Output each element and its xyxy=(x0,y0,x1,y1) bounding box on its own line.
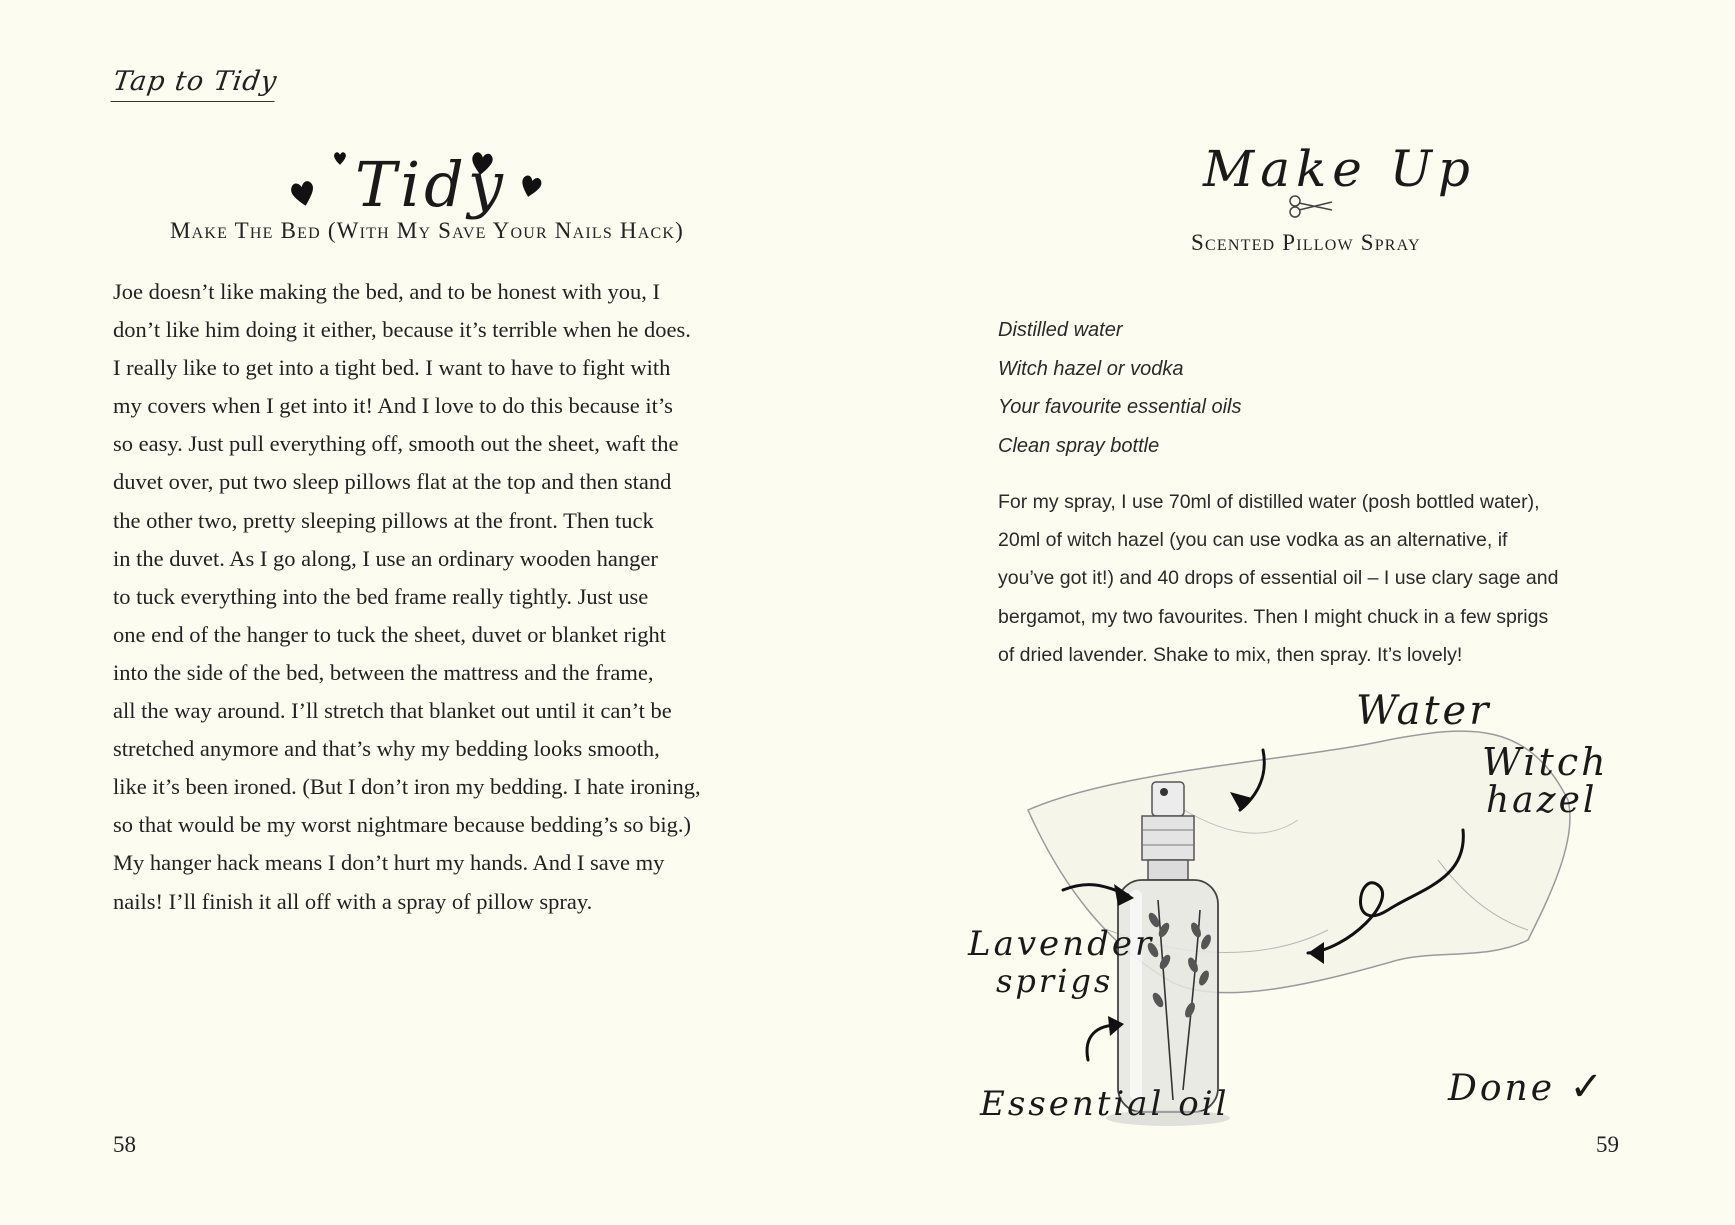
ingredient-item: Witch hazel or vodka xyxy=(998,357,1184,380)
body-line: in the duvet. As I go along, I use an ordinary wooden hanger xyxy=(113,545,658,571)
scissors-icon xyxy=(1288,193,1334,219)
checkmark-icon: ✓ xyxy=(1569,1064,1606,1110)
body-line: into the side of the bed, between the mattress and the frame, xyxy=(113,659,654,685)
done-text: Done xyxy=(1448,1068,1556,1109)
body-line: to tuck everything into the bed frame really tightly. Just use xyxy=(113,583,649,609)
label-done xyxy=(1448,1064,1606,1110)
left-page xyxy=(0,0,867,1225)
body-line: one end of the hanger to tuck the sheet, duvet or blanket right xyxy=(113,621,666,647)
body-line: all the way around. I’ll stretch that blanket out until it can’t be xyxy=(113,698,672,724)
body-line: my covers when I get into it! And I love to do this because it’s xyxy=(113,393,673,419)
ingredient-item: Clean spray bottle xyxy=(998,434,1160,457)
page-subtitle: Make The Bed (With My Save Your Nails Hack) xyxy=(170,218,684,243)
body-text xyxy=(113,273,753,921)
body-line: the other two, pretty sleeping pillows at the front. Then tuck xyxy=(113,507,654,533)
page-number: 58 xyxy=(113,1132,136,1157)
body-line: I really like to get into a tight bed. I want to have to fight with xyxy=(113,355,671,381)
heart-icon xyxy=(333,150,347,166)
method-line: you’ve got it!) and 40 drops of essential oil – I use clary sage and xyxy=(998,567,1559,590)
label-hazel: hazel xyxy=(1486,780,1598,821)
page-title: Tidy xyxy=(355,148,507,221)
body-line: My hanger hack means I don’t hurt my hands. And I save my xyxy=(113,850,665,876)
heart-icon xyxy=(518,173,544,199)
label-water: Water xyxy=(1356,688,1492,734)
ingredient-item: Distilled water xyxy=(998,319,1123,341)
body-line: don’t like him doing it either, because it’s terrible when he does. xyxy=(113,317,691,343)
page-number: 59 xyxy=(1596,1132,1619,1157)
heart-icon xyxy=(290,178,316,208)
label-sprigs: sprigs xyxy=(996,962,1114,1000)
ingredient-item: Your favourite essential oils xyxy=(998,396,1242,418)
method-line: For my spray, I use 70ml of distilled water (posh bottled water), xyxy=(998,491,1540,513)
body-line: so easy. Just pull everything off, smooth out the sheet, waft the xyxy=(113,431,679,457)
body-line: duvet over, put two sleep pillows flat at the top and then stand xyxy=(113,469,672,495)
right-page xyxy=(868,0,1735,1225)
page-subtitle: Scented Pillow Spray xyxy=(1191,230,1421,255)
body-line: like it’s been ironed. (But I don’t iron my bedding. I hate ironing, xyxy=(113,774,701,800)
label-lavender: Lavender xyxy=(968,924,1155,964)
label-essential-oil: Essential oil xyxy=(980,1084,1230,1124)
page-title: Make Up xyxy=(1203,140,1476,198)
method-line: bergamot, my two favourites. Then I might chuck in a few sprigs xyxy=(998,605,1549,628)
running-head: Tap to Tidy xyxy=(110,66,279,102)
ingredient-list xyxy=(998,311,1241,465)
method-text xyxy=(998,483,1638,674)
method-line: 20ml of witch hazel (you can use vodka as an alternative, if xyxy=(998,529,1508,552)
body-line: Joe doesn’t like making the bed, and to be honest with you, I xyxy=(113,279,660,304)
body-line: nails! I’ll finish it all off with a spray of pillow spray. xyxy=(113,888,593,914)
method-line: of dried lavender. Shake to mix, then spray. It’s lovely! xyxy=(998,643,1463,666)
body-line: stretched anymore and that’s why my bedding looks smooth, xyxy=(113,736,660,762)
body-line: so that would be my worst nightmare because bedding’s so big.) xyxy=(113,812,692,838)
label-witch: Witch xyxy=(1482,740,1609,784)
